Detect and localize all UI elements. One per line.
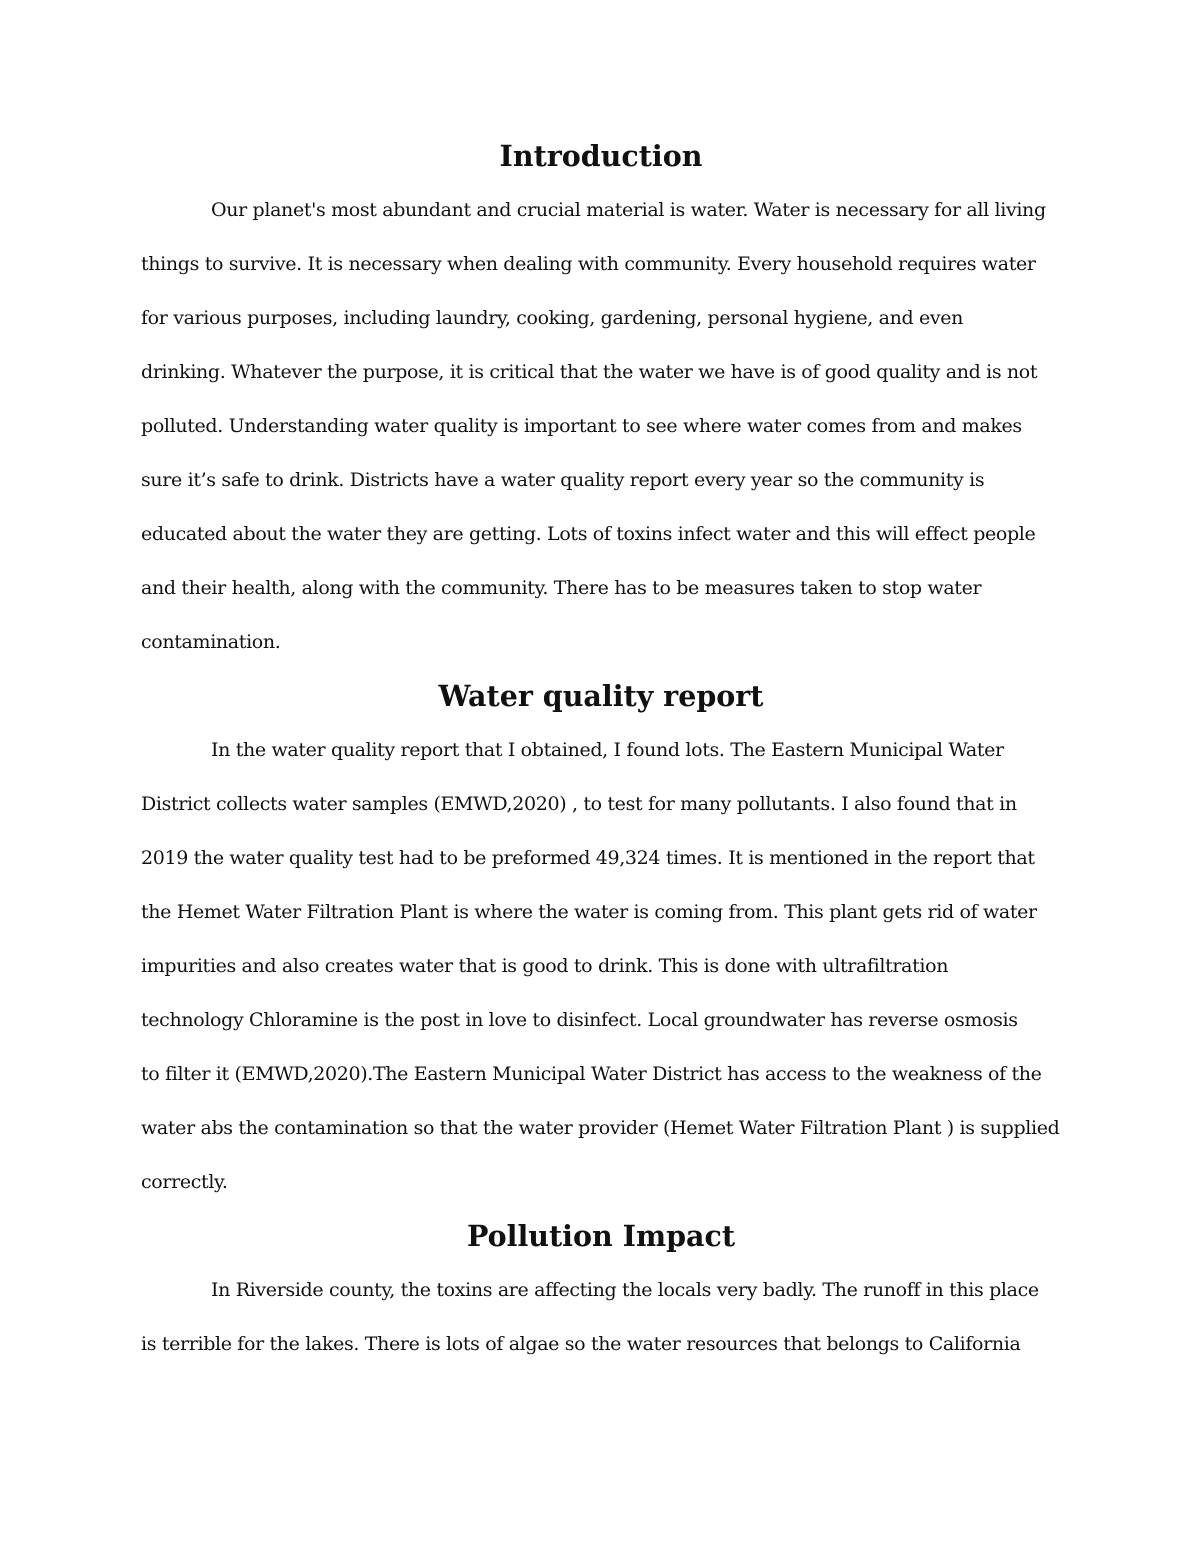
paragraph-line: In Riverside county, the toxins are affecting the locals very badly. The runoff in this place: [211, 1279, 1039, 1301]
paragraph-line: Our planet's most abundant and crucial material is water. Water is necessary for all living: [211, 199, 1046, 221]
paragraph-line: 2019 the water quality test had to be preformed 49,324 times. It is mentioned in the report that: [141, 847, 1035, 869]
paragraph-line: District collects water samples (EMWD,2020) , to test for many pollutants. I also found that in: [141, 793, 1017, 815]
paragraph-line: the Hemet Water Filtration Plant is where the water is coming from. This plant gets rid of water: [141, 901, 1037, 923]
paragraph-line: for various purposes, including laundry, cooking, gardening, personal hygiene, and even: [141, 307, 964, 329]
section-heading-introduction: Introduction: [499, 139, 703, 173]
section-heading-pollution-impact: Pollution Impact: [466, 1219, 736, 1253]
paragraph-introduction: [141, 183, 1061, 669]
paragraph-line: correctly.: [141, 1171, 228, 1193]
document-body: [141, 129, 1061, 1371]
paragraph-line: water abs the contamination so that the water provider (Hemet Water Filtration Plant ) is supplied: [141, 1117, 1060, 1139]
paragraph-line: technology Chloramine is the post in love to disinfect. Local groundwater has reverse osmosis: [141, 1009, 1018, 1031]
paragraph-line: and their health, along with the community. There has to be measures taken to stop water: [141, 577, 982, 599]
paragraph-line: In the water quality report that I obtained, I found lots. The Eastern Municipal Water: [211, 739, 1004, 761]
paragraph-line: polluted. Understanding water quality is important to see where water comes from and makes: [141, 415, 1022, 437]
paragraph-line: drinking. Whatever the purpose, it is critical that the water we have is of good quality and is not: [141, 361, 1038, 383]
paragraph-line: things to survive. It is necessary when dealing with community. Every household requires water: [141, 253, 1036, 275]
paragraph-line: is terrible for the lakes. There is lots of algae so the water resources that belongs to California: [141, 1333, 1021, 1355]
paragraph-line: educated about the water they are getting. Lots of toxins infect water and this will effect people: [141, 523, 1036, 545]
paragraph-line: impurities and also creates water that is good to drink. This is done with ultrafiltration: [141, 955, 949, 977]
paragraph-water-quality-report: [141, 723, 1061, 1209]
paragraph-pollution-impact: [141, 1263, 1061, 1371]
paragraph-line: contamination.: [141, 631, 281, 653]
section-heading-water-quality-report: Water quality report: [438, 679, 764, 713]
paragraph-line: to filter it (EMWD,2020).The Eastern Municipal Water District has access to the weakness of the: [141, 1063, 1042, 1085]
paragraph-line: sure it’s safe to drink. Districts have a water quality report every year so the community is: [141, 469, 985, 491]
